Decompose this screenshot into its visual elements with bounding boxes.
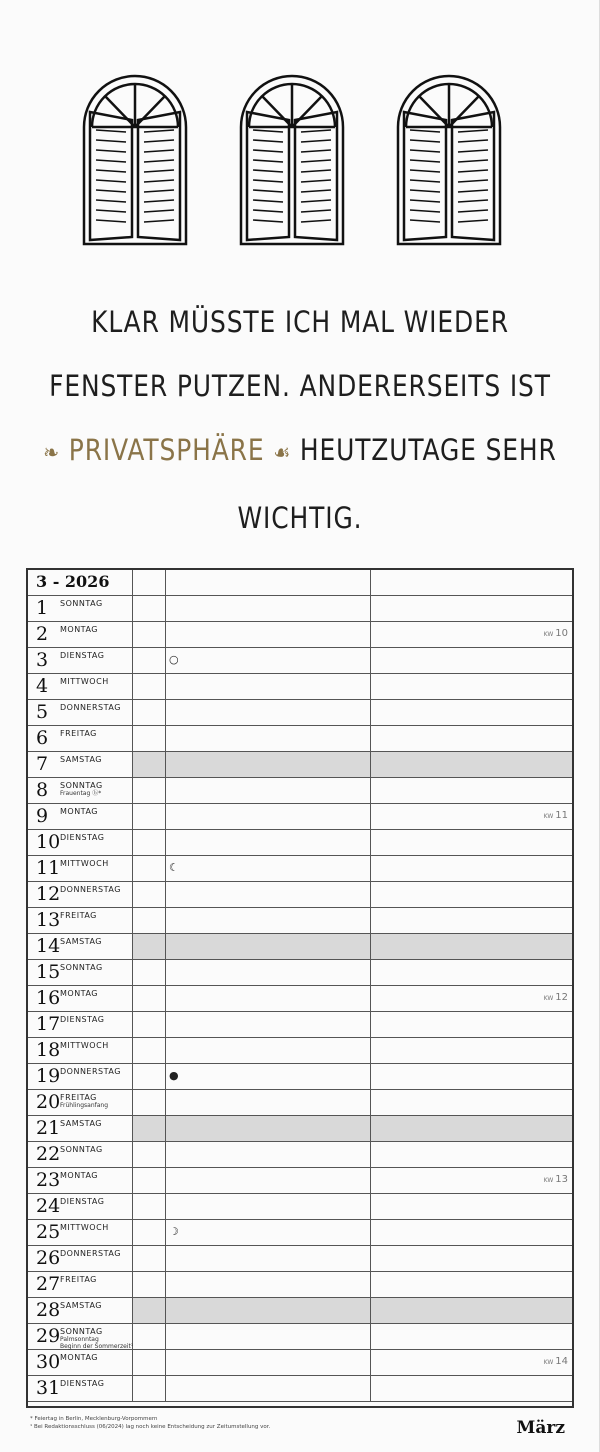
column-divider [132,1168,133,1193]
day-number: 13 [36,909,61,931]
day-name: MITTWOCH [60,1041,109,1050]
column-divider [370,1090,371,1115]
column-divider [370,1116,371,1141]
quote-line-4: WICHTIG. [237,501,363,535]
day-name: DONNERSTAG [60,703,121,712]
column-divider [132,596,133,621]
calendar-grid [26,568,574,1408]
day-number: 27 [36,1273,61,1295]
column-divider [165,1376,166,1401]
week-number-prefix: KW [543,1359,554,1366]
column-divider [132,1194,133,1219]
column-divider [132,1090,133,1115]
column-divider [370,830,371,855]
day-name: DONNERSTAG [60,885,121,894]
column-divider [132,934,133,959]
day-name: DIENSTAG [60,1379,105,1388]
calendar-day-row[interactable] [28,856,572,882]
column-divider [165,674,166,699]
calendar-day-row[interactable] [28,1220,572,1246]
week-number-prefix: KW [543,1177,554,1184]
week-number-value: 14 [555,1356,568,1367]
column-divider [132,804,133,829]
day-note: Frühlingsanfang [60,1102,109,1109]
column-divider [370,1194,371,1219]
day-name: DIENSTAG [60,1015,105,1024]
column-divider [132,1116,133,1141]
day-note: Palmsonntag Beginn der Sommerzeit¹ [60,1336,134,1350]
day-number: 9 [36,805,49,827]
column-divider [165,622,166,647]
calendar-day-row[interactable] [28,1142,572,1168]
quote-line-3 [42,418,558,486]
calendar-day-row[interactable] [28,1168,572,1194]
column-divider [370,1298,371,1323]
calendar-day-row[interactable] [28,1298,572,1324]
column-divider [370,1324,371,1349]
day-number: 17 [36,1013,61,1035]
day-number: 29 [36,1325,61,1347]
column-divider [132,1012,133,1037]
column-divider [132,752,133,777]
column-divider [132,1246,133,1271]
column-divider [370,570,371,595]
column-divider [132,674,133,699]
column-divider [370,986,371,1011]
quote-line-3-rest: HEUTZUTAGE SEHR [299,433,557,467]
column-divider [165,1350,166,1375]
day-name: DIENSTAG [60,833,105,842]
column-divider [165,752,166,777]
day-number: 21 [36,1117,61,1139]
calendar-day-row[interactable] [28,830,572,856]
calendar-day-row[interactable] [28,1194,572,1220]
column-divider [165,1246,166,1271]
weekend-shade [132,1116,572,1141]
calendar-day-row[interactable] [28,1090,572,1116]
column-divider [132,1298,133,1323]
quote-text [42,290,558,550]
day-name: SAMSTAG [60,937,102,946]
day-number: 20 [36,1091,61,1113]
column-divider [370,856,371,881]
column-divider [165,960,166,985]
day-number: 11 [36,857,61,879]
weekend-shade [132,752,572,777]
column-divider [165,804,166,829]
day-number: 14 [36,935,61,957]
column-divider [370,1350,371,1375]
column-divider [165,1298,166,1323]
day-number: 10 [36,831,61,853]
moon-phase-icon: ☽ [169,1225,179,1238]
calendar-day-row[interactable] [28,804,572,830]
calendar-day-row[interactable] [28,934,572,960]
illustration-windows [0,72,600,252]
moon-phase-icon: ☾ [169,861,179,874]
column-divider [165,1324,166,1349]
column-divider [165,1090,166,1115]
column-divider [132,908,133,933]
column-divider [132,1220,133,1245]
day-number: 18 [36,1039,61,1061]
day-name: SONNTAG [60,599,103,608]
week-number [544,810,568,821]
column-divider [132,830,133,855]
day-number: 26 [36,1247,61,1269]
column-divider [165,830,166,855]
day-number: 15 [36,961,61,983]
day-name: FREITAG [60,729,97,738]
week-number-value: 10 [555,628,568,639]
month-label: März [516,1418,565,1438]
column-divider [132,570,133,595]
column-divider [370,1012,371,1037]
day-number: 7 [36,753,49,775]
calendar-day-row[interactable] [28,1038,572,1064]
day-number: 5 [36,701,49,723]
column-divider [370,1064,371,1089]
day-number: 4 [36,675,49,697]
moon-phase-icon: ○ [169,653,179,666]
calendar-day-row[interactable] [28,596,572,622]
column-divider [165,1272,166,1297]
calendar-day-row[interactable] [28,1350,572,1376]
calendar-day-row[interactable] [28,1012,572,1038]
column-divider [132,1376,133,1401]
day-number: 30 [36,1351,61,1373]
day-name: SAMSTAG [60,1301,102,1310]
day-name: FREITAG [60,911,97,920]
day-number: 22 [36,1143,61,1165]
window-shutters-icon [394,72,504,247]
calendar-day-row[interactable] [28,1376,572,1402]
day-name: DIENSTAG [60,1197,105,1206]
week-number [544,1356,568,1367]
week-number-value: 12 [555,992,568,1003]
column-divider [165,1194,166,1219]
quote-highlight: PRIVATSPHÄRE [68,433,265,467]
column-divider [370,674,371,699]
column-divider [370,1142,371,1167]
day-name: FREITAG [60,1275,97,1284]
column-divider [132,986,133,1011]
column-divider [132,1038,133,1063]
calendar-day-row[interactable] [28,1272,572,1298]
column-divider [370,908,371,933]
calendar-day-row[interactable] [28,1324,572,1350]
day-name: MONTAG [60,807,98,816]
column-divider [132,726,133,751]
week-number [544,1174,568,1185]
column-divider [370,934,371,959]
column-divider [165,856,166,881]
column-divider [132,1142,133,1167]
column-divider [370,1220,371,1245]
day-number: 25 [36,1221,61,1243]
column-divider [132,648,133,673]
column-divider [132,882,133,907]
day-name: MITTWOCH [60,859,109,868]
day-number: 31 [36,1377,61,1399]
column-divider [370,648,371,673]
column-divider [370,596,371,621]
column-divider [165,1064,166,1089]
calendar-day-row[interactable] [28,648,572,674]
day-name: SONNTAG [60,781,103,790]
column-divider [370,726,371,751]
week-number-prefix: KW [543,995,554,1002]
column-divider [165,1168,166,1193]
column-divider [165,1012,166,1037]
day-note: Frauentag ⓑ* [60,790,102,797]
day-name: FREITAG [60,1093,97,1102]
day-name: SONNTAG [60,1327,103,1336]
column-divider [132,1350,133,1375]
day-name: SAMSTAG [60,755,102,764]
column-divider [370,752,371,777]
calendar-day-row[interactable] [28,700,572,726]
weekend-shade [132,1298,572,1323]
week-number-prefix: KW [543,813,554,820]
day-number: 28 [36,1299,61,1321]
calendar-day-row[interactable] [28,726,572,752]
column-divider [165,934,166,959]
column-divider [165,726,166,751]
moon-phase-icon: ● [169,1069,179,1082]
day-name: DONNERSTAG [60,1249,121,1258]
week-number [544,992,568,1003]
column-divider [132,856,133,881]
day-number: 16 [36,987,61,1009]
day-number: 23 [36,1169,61,1191]
week-number [544,628,568,639]
column-divider [370,882,371,907]
column-divider [132,960,133,985]
day-name: SAMSTAG [60,1119,102,1128]
week-number-prefix: KW [543,631,554,638]
quote-line-2: FENSTER PUTZEN. ANDERERSEITS IST [49,369,551,403]
weekend-shade [132,934,572,959]
day-name: MITTWOCH [60,1223,109,1232]
calendar-day-row[interactable] [28,752,572,778]
calendar-day-row[interactable] [28,1116,572,1142]
column-divider [165,648,166,673]
column-divider [165,882,166,907]
sprig-left-icon: ❧ [43,441,61,466]
sprig-right-icon: ☙ [273,441,292,466]
day-name: MONTAG [60,989,98,998]
column-divider [132,1272,133,1297]
day-number: 24 [36,1195,61,1217]
column-divider [370,778,371,803]
calendar-day-row[interactable] [28,882,572,908]
column-divider [132,622,133,647]
column-divider [165,1220,166,1245]
column-divider [370,1272,371,1297]
calendar-day-row[interactable] [28,908,572,934]
column-divider [370,1246,371,1271]
day-name: DIENSTAG [60,651,105,660]
day-name: MONTAG [60,1171,98,1180]
calendar-header-row [28,570,572,596]
day-name: MONTAG [60,625,98,634]
footnote: * Feiertag in Berlin, Mecklenburg-Vorpommern [30,1416,158,1422]
column-divider [165,1038,166,1063]
window-shutters-icon [237,72,347,247]
day-number: 19 [36,1065,61,1087]
calendar-day-row[interactable] [28,622,572,648]
day-name: MONTAG [60,1353,98,1362]
column-divider [165,908,166,933]
day-name: SONNTAG [60,963,103,972]
day-number: 1 [36,597,49,619]
column-divider [165,778,166,803]
calendar-header: 3 - 2026 [36,572,110,591]
day-number: 3 [36,649,49,671]
calendar-day-row[interactable] [28,1064,572,1090]
column-divider [165,596,166,621]
column-divider [370,960,371,985]
day-number: 12 [36,883,61,905]
quote-line-1: KLAR MÜSSTE ICH MAL WIEDER [91,305,509,339]
column-divider [165,986,166,1011]
column-divider [370,622,371,647]
day-number: 6 [36,727,49,749]
column-divider [165,570,166,595]
day-name: SONNTAG [60,1145,103,1154]
column-divider [370,1168,371,1193]
day-number: 8 [36,779,49,801]
column-divider [165,1116,166,1141]
window-shutters-icon [80,72,190,247]
day-name: MITTWOCH [60,677,109,686]
calendar-day-row[interactable] [28,674,572,700]
calendar-day-row[interactable] [28,960,572,986]
column-divider [165,700,166,725]
calendar-day-row[interactable] [28,986,572,1012]
calendar-day-row[interactable] [28,1246,572,1272]
day-name: DONNERSTAG [60,1067,121,1076]
column-divider [132,778,133,803]
column-divider [370,1376,371,1401]
week-number-value: 11 [555,810,568,821]
calendar-day-row[interactable] [28,778,572,804]
column-divider [132,1064,133,1089]
footnote: ¹ Bei Redaktionsschluss (06/2024) lag noch keine Entscheidung zur Zeitumstellung vor. [30,1424,271,1430]
column-divider [132,700,133,725]
week-number-value: 13 [555,1174,568,1185]
column-divider [370,1038,371,1063]
column-divider [370,804,371,829]
day-number: 2 [36,623,49,645]
column-divider [165,1142,166,1167]
footnotes [30,1415,270,1431]
column-divider [370,700,371,725]
